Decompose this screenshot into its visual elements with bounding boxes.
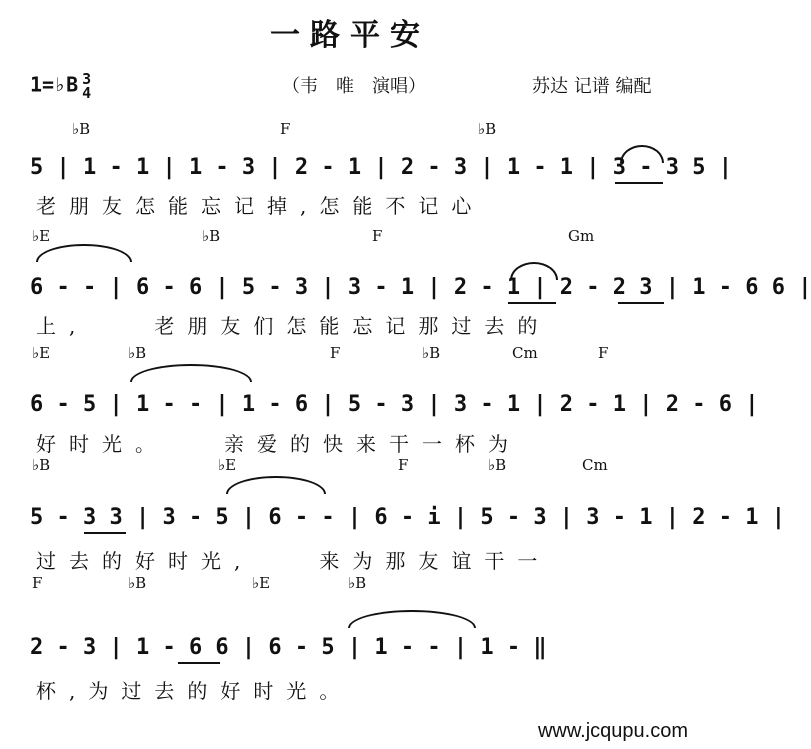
chord: F — [598, 344, 609, 362]
beam — [615, 182, 663, 184]
chord: ♭E — [252, 574, 271, 592]
notation-line-2 — [30, 275, 811, 315]
key-signature — [30, 72, 91, 100]
notation-line-4 — [30, 505, 785, 545]
lyrics-line-5: 杯,为过去的好时光。 — [36, 679, 353, 703]
lyrics-line-4: 过去的好时光, 来为那友谊干一 — [36, 549, 551, 573]
chord: ♭B — [348, 574, 367, 592]
chord: F — [372, 227, 383, 245]
chord: F — [280, 120, 291, 138]
slur — [130, 364, 252, 382]
notation-line-3 — [30, 392, 759, 432]
key-text: 1=♭B — [30, 72, 79, 97]
arranger-credit: 苏达 记谱 编配 — [532, 76, 652, 97]
chord: ♭B — [128, 344, 147, 362]
note-line: 5 | 1 - 1 | 1 - 3 | 2 - 1 | 2 - 3 | 1 - 1 | 3 - 3 5 | — [30, 155, 732, 180]
chord-row-2 — [0, 227, 700, 247]
chord: ♭E — [218, 456, 237, 474]
chord: ♭B — [32, 456, 51, 474]
chord: Cm — [582, 456, 608, 474]
chord: ♭B — [128, 574, 147, 592]
time-signature — [82, 72, 91, 100]
time-numerator: 3 — [82, 70, 92, 88]
chord: Cm — [512, 344, 538, 362]
chord: ♭B — [202, 227, 221, 245]
lyrics-line-2: 上, 老朋友们怎能忘记那过去的 — [36, 314, 551, 338]
chord-row-4 — [0, 456, 700, 476]
note-line: 5 - 3 3 | 3 - 5 | 6 - - | 6 - i | 5 - 3 | 3 - 1 | 2 - 1 | — [30, 505, 785, 530]
beam — [508, 302, 556, 304]
slur — [620, 145, 664, 163]
lyrics-line-3: 好时光。 亲爱的快来干一杯为 — [36, 432, 521, 456]
singer-credit: （韦 唯 演唱） — [282, 76, 426, 97]
chord: Gm — [568, 227, 595, 245]
note-line: 6 - - | 6 - 6 | 5 - 3 | 3 - 1 | 2 - 1 | 2 - 2 3 | 1 - 6 6 | — [30, 275, 811, 300]
chord: ♭B — [488, 456, 507, 474]
notation-line-5 — [30, 635, 670, 675]
beam — [178, 662, 220, 664]
chord: F — [32, 574, 43, 592]
beam — [84, 532, 126, 534]
chord: F — [330, 344, 341, 362]
chord-row-5 — [0, 574, 700, 594]
note-line: 2 - 3 | 1 - 6 6 | 6 - 5 | 1 - - | 1 - ‖ — [30, 635, 547, 660]
notation-line-1 — [30, 155, 732, 195]
chord: ♭B — [72, 120, 91, 138]
slur — [226, 476, 326, 494]
chord: ♭E — [32, 344, 51, 362]
beam — [618, 302, 664, 304]
note-line: 6 - 5 | 1 - - | 1 - 6 | 5 - 3 | 3 - 1 | 2 - 1 | 2 - 6 | — [30, 392, 759, 417]
chord-row-1 — [0, 120, 700, 140]
chord: ♭B — [478, 120, 497, 138]
slur — [348, 610, 476, 628]
time-denominator: 4 — [82, 84, 92, 102]
chord: ♭B — [422, 344, 441, 362]
lyrics-line-1: 老朋友怎能忘记掉,怎能不记心 — [36, 194, 485, 218]
chord: F — [398, 456, 409, 474]
song-title: 一路平安 — [270, 18, 430, 53]
site-watermark: www.jcqupu.com — [537, 720, 688, 742]
chord: ♭E — [32, 227, 51, 245]
chord-row-3 — [0, 344, 700, 364]
